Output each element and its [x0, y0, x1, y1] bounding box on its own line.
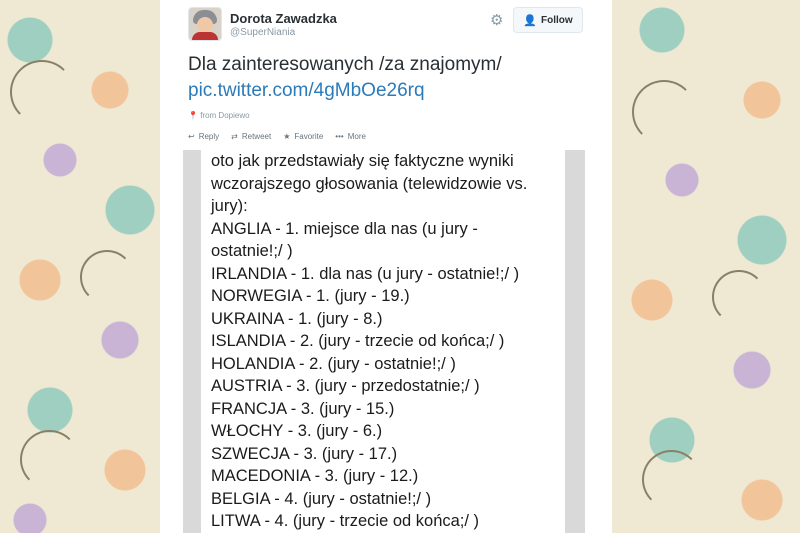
photo-line: HOLANDIA - 2. (jury - ostatnie!;/ ) [211, 354, 456, 373]
photo-line: ANGLIA - 1. miejsce dla nas (u jury - [211, 219, 478, 238]
location-label[interactable]: from Dopiewo [200, 111, 250, 120]
reply-label: Reply [198, 132, 220, 141]
photo-line: wczorajszego głosowania (telewidzowie vs. [211, 174, 528, 193]
star-icon: ★ [283, 132, 291, 141]
add-user-icon: 👤 [523, 14, 538, 27]
photo-line: NORWEGIA - 1. (jury - 19.) [211, 287, 410, 305]
photo-line: SZWECJA - 3. (jury - 17.) [211, 444, 398, 463]
photo-line: MACEDONIA - 3. (jury - 12.) [211, 467, 419, 485]
reply-button[interactable] [188, 132, 219, 141]
background-wallpaper-right [612, 0, 800, 533]
favorite-label: Favorite [294, 132, 324, 141]
avatar[interactable] [188, 7, 222, 41]
favorite-button[interactable] [283, 132, 323, 141]
tweet-location [188, 111, 250, 120]
follow-button[interactable] [513, 7, 583, 33]
tweet-actions [188, 132, 366, 141]
reply-icon: ↩ [188, 132, 195, 141]
tweet-photo[interactable] [183, 150, 585, 533]
photo-line: WŁOCHY - 3. (jury - 6.) [211, 422, 383, 440]
photo-line: ISLANDIA - 2. (jury - trzecie od końca;/ ) [211, 332, 505, 350]
photo-line: BELGIA - 4. (jury - ostatnie!;/ ) [211, 489, 432, 508]
location-pin-icon: 📍 [188, 111, 198, 120]
photo-text-panel [201, 150, 565, 533]
photo-line: UKRAINA - 1. (jury - 8.) [211, 309, 383, 328]
photo-line: oto jak przedstawiały się faktyczne wyniki [211, 152, 514, 170]
photo-line: LITWA - 4. (jury - trzecie od końca;/ ) [211, 512, 480, 530]
user-handle[interactable]: @SuperNiania [230, 27, 296, 38]
tweet-body: Dla zainteresowanych /za znajomym/ [188, 54, 502, 75]
background-wallpaper-left [0, 0, 160, 533]
photo-line: jury): [211, 197, 248, 215]
more-label: More [347, 132, 366, 141]
retweet-label: Retweet [241, 132, 272, 141]
retweet-icon: ⇄ [231, 132, 238, 141]
tweet-link[interactable]: pic.twitter.com/4gMbOe26rq [188, 80, 425, 101]
photo-line: IRLANDIA - 1. dla nas (u jury - ostatnie!;/ ) [211, 264, 520, 283]
photo-line: AUSTRIA - 3. (jury - przedostatnie;/ ) [211, 377, 480, 395]
photo-line: FRANCJA - 3. (jury - 15.) [211, 399, 395, 418]
tweet-card [160, 0, 612, 533]
gear-icon[interactable]: ⚙ [490, 12, 504, 29]
photo-line: ostatnie!;/ ) [211, 242, 293, 260]
photo-text-lines [211, 150, 561, 533]
user-name[interactable]: Dorota Zawadzka [230, 11, 337, 26]
retweet-button[interactable] [231, 132, 271, 141]
follow-label: Follow [541, 14, 573, 26]
more-button[interactable] [335, 132, 366, 141]
tweet-text [188, 52, 588, 104]
more-icon: ••• [335, 132, 344, 141]
